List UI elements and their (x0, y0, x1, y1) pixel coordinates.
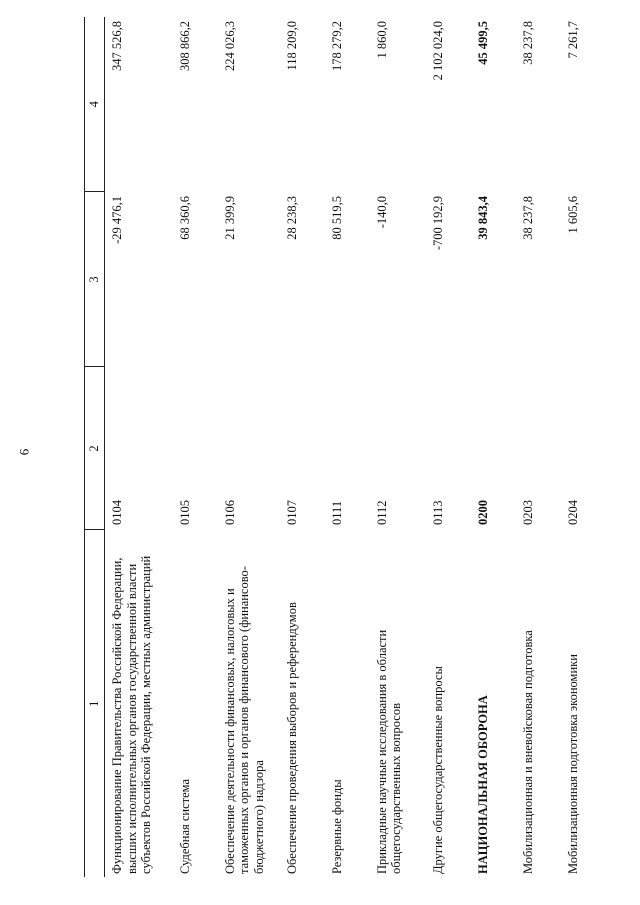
table-row (370, 17, 426, 877)
row-value-col4: 7 261,7 (565, 21, 580, 59)
row-code-cell: 0111 (329, 500, 344, 525)
row-code-cell: 0203 (520, 500, 535, 525)
row-value-col4: 118 209,0 (284, 21, 299, 71)
row-name-cell: Судебная система (177, 778, 192, 874)
table-row (173, 17, 218, 877)
row-value-col4: 347 526,8 (110, 21, 124, 71)
row-value-col4: 224 026,3 (222, 21, 237, 71)
row-code-cell: 0113 (430, 500, 445, 525)
row-value-col3: -140,0 (374, 196, 389, 229)
row-name-cell: Функционирование Правительства Российской Федерации, высших исполнительных органов государственной власти субъектов Российской Федерации, местных администраций (110, 555, 153, 874)
row-name-cell: Прикладные научные исследования в области общегосударственных вопросов (374, 629, 403, 874)
column-header: 3 (85, 192, 105, 367)
row-value-col4: 45 499,5 (475, 21, 490, 65)
row-value-col3: 68 360,6 (177, 196, 192, 240)
row-value-col4: 38 237,8 (520, 21, 535, 65)
row-value-col3: 21 399,9 (222, 196, 237, 240)
column-header: 1 (85, 530, 105, 877)
row-value-col3: 28 238,3 (284, 196, 299, 240)
table-row (516, 17, 561, 877)
row-value-col3: 80 519,5 (329, 196, 344, 240)
row-code-cell: 0204 (565, 500, 580, 525)
table-row (280, 17, 325, 877)
table-row (325, 17, 370, 877)
row-value-col3: -700 192,9 (430, 196, 445, 251)
row-value-col4: 178 279,2 (329, 21, 344, 71)
row-value-col4: 1 860,0 (374, 21, 389, 59)
row-name-cell: Мобилизационная и вневойсковая подготовка (520, 630, 535, 874)
row-name-cell: Обеспечение проведения выборов и референдумов (284, 602, 299, 874)
row-value-col3: -29 476,1 (110, 196, 124, 244)
row-name-cell: Обеспечение деятельности финансовых, налоговых и таможенных органов и органов финансового (финансово-бюджетного) надзора (222, 566, 266, 874)
row-name-cell: Мобилизационная подготовка экономики (565, 654, 580, 874)
budget-table (84, 17, 601, 877)
row-code-cell: 0105 (177, 500, 192, 525)
row-name-cell: Резервные фонды (329, 779, 344, 874)
row-name-cell: НАЦИОНАЛЬНАЯ ОБОРОНА (475, 695, 490, 874)
table-row (471, 17, 516, 877)
row-code-cell: 0107 (284, 500, 299, 525)
table-body (105, 17, 601, 877)
row-value-col3: 39 843,4 (475, 196, 490, 240)
row-value-col3: 38 237,8 (520, 196, 535, 240)
row-name-cell: Другие общегосударственные вопросы (430, 666, 445, 874)
rotated-page-content (84, 17, 624, 877)
row-value-col4: 2 102 024,0 (430, 21, 445, 81)
table-row (426, 17, 471, 877)
row-code-cell: 0200 (475, 500, 490, 525)
table-row (561, 17, 601, 877)
column-header: 2 (85, 367, 105, 530)
row-code-cell: 0104 (110, 500, 124, 525)
table-row (218, 17, 280, 877)
row-code-cell: 0106 (222, 500, 237, 525)
row-value-col3: 1 605,6 (565, 196, 580, 234)
row-value-col4: 308 866,2 (177, 21, 192, 71)
column-number-header-row (85, 17, 105, 877)
table-row (105, 17, 173, 877)
row-code-cell: 0112 (374, 500, 389, 525)
page-number: 9 (17, 448, 32, 456)
column-header: 4 (85, 17, 105, 192)
